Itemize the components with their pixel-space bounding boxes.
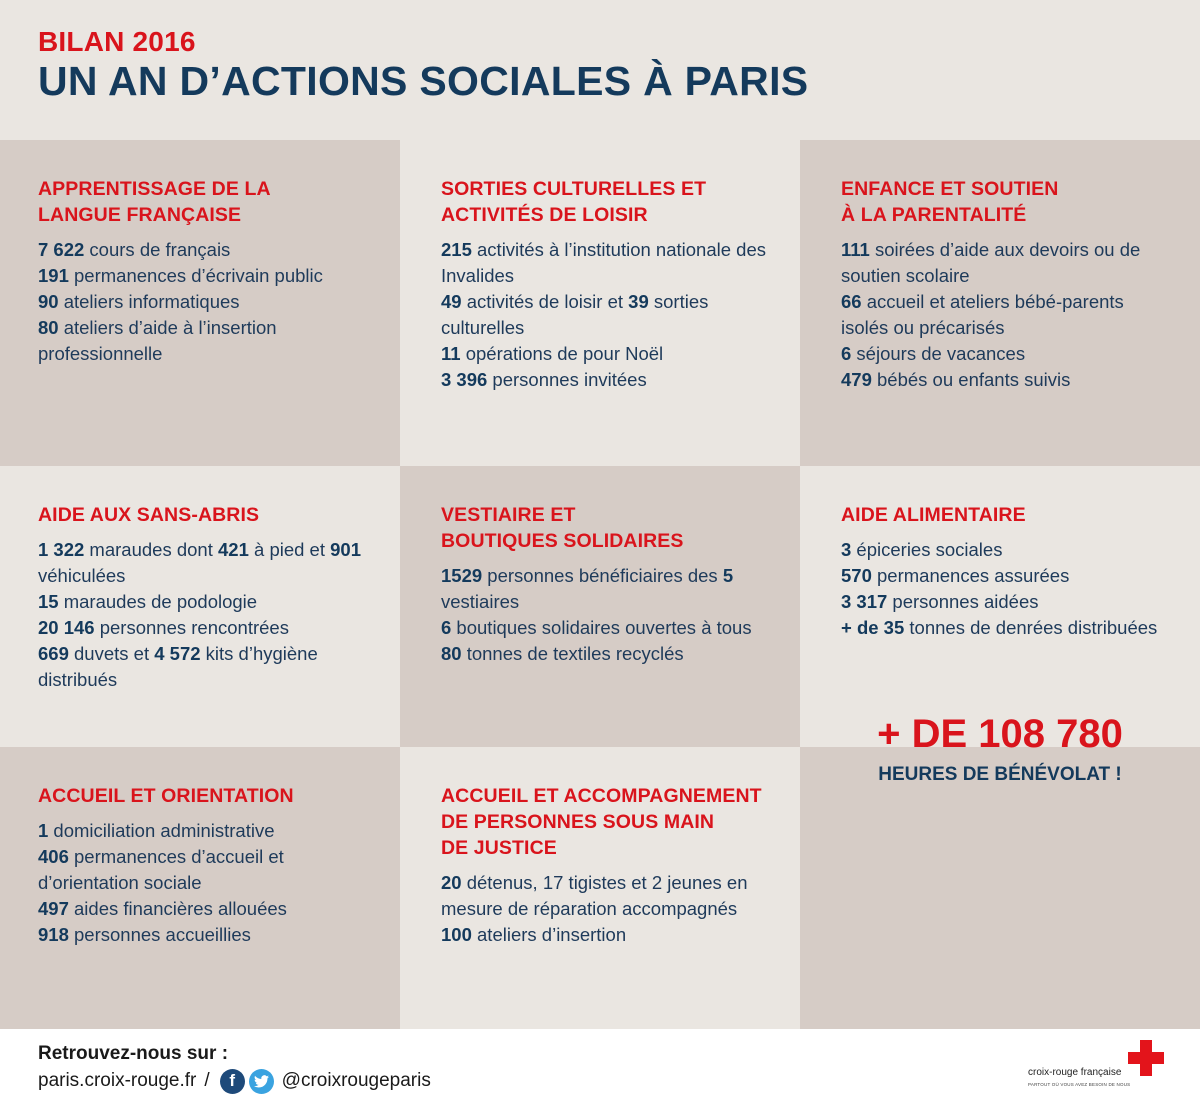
stat-text: personnes invitées (487, 369, 647, 390)
stat-text: à pied et (248, 539, 331, 560)
stat-number: + de 35 (841, 617, 905, 638)
stat-text: opérations de pour Noël (460, 343, 664, 364)
logo-name: croix-rouge française (1028, 1067, 1122, 1078)
stat-item (441, 870, 776, 922)
stat-number: 5 (722, 565, 734, 586)
stat-item (441, 922, 776, 948)
stat-item (38, 641, 376, 693)
section-items (841, 237, 1176, 393)
stat-text: soirées d’aide aux devoirs ou de soutien scolaire (841, 239, 1141, 286)
stat-number: 669 (38, 643, 69, 664)
stat-number: 215 (441, 239, 472, 260)
stat-number: 49 (441, 291, 462, 312)
stat-number: 6 (441, 617, 452, 638)
section-french-language (0, 140, 400, 466)
stat-item (38, 844, 376, 896)
stat-number: 191 (38, 265, 69, 286)
stat-text: épiceries sociales (851, 539, 1003, 560)
footer-links (38, 1068, 431, 1094)
social-handle-link[interactable]: @croixrougeparis (281, 1070, 431, 1091)
stat-number: 100 (441, 924, 472, 945)
section-items (38, 537, 376, 693)
stat-number: 80 (441, 643, 462, 664)
stat-number: 15 (38, 591, 59, 612)
section-justice-support (400, 747, 800, 1029)
stat-number: 3 (841, 539, 852, 560)
section-items (38, 818, 376, 948)
stat-item (841, 537, 1176, 563)
stat-text: duvets et (68, 643, 155, 664)
section-title: SORTIES CULTURELLES ET ACTIVITÉS DE LOISIR (441, 178, 707, 226)
stat-number: 111 (841, 239, 870, 260)
stat-text: véhiculées (38, 565, 126, 586)
page-title: UN AN D’ACTIONS SOCIALES À PARIS (38, 58, 809, 104)
stat-number: 901 (330, 539, 362, 560)
stat-item (38, 537, 376, 589)
stat-number: 497 (38, 898, 69, 919)
stat-number: 66 (841, 291, 862, 312)
stat-item (841, 289, 1176, 341)
stat-number: 4 572 (154, 643, 201, 664)
stat-number: 11 (441, 343, 461, 364)
stat-item (441, 367, 776, 393)
stat-text: tonnes de textiles recyclés (461, 643, 684, 664)
header (0, 0, 1200, 140)
stat-text: boutiques solidaires ouvertes à tous (451, 617, 752, 638)
stat-item (38, 615, 376, 641)
volunteer-hours-highlight (800, 607, 1200, 889)
stat-number: 479 (841, 369, 872, 390)
stat-number: 1 322 (38, 539, 85, 560)
stat-text: aides financières allouées (68, 898, 287, 919)
link-separator: / (204, 1070, 210, 1091)
stat-item (441, 641, 776, 667)
section-title: VESTIAIRE ET BOUTIQUES SOLIDAIRES (441, 504, 684, 552)
website-link[interactable]: paris.croix-rouge.fr (38, 1070, 197, 1091)
stat-number: 918 (38, 924, 69, 945)
stat-text: personnes aidées (887, 591, 1039, 612)
stat-item (441, 237, 776, 289)
croix-rouge-logo (1028, 1040, 1168, 1090)
section-homeless-aid (0, 466, 400, 747)
stat-text: accueil et ateliers bébé-parents isolés ou précarisés (841, 291, 1124, 338)
stat-text: ateliers informatiques (58, 291, 240, 312)
stat-text: activités à l’institution nationale des Invalides (441, 239, 766, 286)
stat-text: tonnes de denrées distribuées (904, 617, 1158, 638)
actions-grid (0, 140, 1200, 1029)
stat-number: 3 317 (841, 591, 888, 612)
stat-item (38, 896, 376, 922)
stat-item (38, 289, 376, 315)
stat-number: 1 (38, 820, 49, 841)
stat-text: maraudes dont (84, 539, 218, 560)
section-items (38, 237, 376, 367)
stat-text: permanences d’écrivain public (68, 265, 323, 286)
stat-item (38, 263, 376, 289)
stat-item (841, 563, 1176, 589)
report-kicker: BILAN 2016 (38, 26, 196, 57)
section-clothing-shops (400, 466, 800, 747)
section-items (441, 563, 776, 667)
stat-text: maraudes de podologie (58, 591, 258, 612)
stat-text: permanences assurées (871, 565, 1070, 586)
stat-number: 20 146 (38, 617, 95, 638)
stat-number: 6 (841, 343, 852, 364)
footer (0, 1029, 1200, 1101)
stat-text: domiciliation administrative (48, 820, 275, 841)
stat-number: 406 (38, 846, 69, 867)
stat-text: ateliers d’aide à l’insertion professionnelle (38, 317, 277, 364)
volunteer-hours-number: + DE 108 780 (877, 712, 1123, 756)
red-cross-icon (1128, 1040, 1164, 1076)
stat-item (441, 563, 776, 615)
stat-number: 39 (628, 291, 649, 312)
stat-text: kits d’hygiène distribués (38, 643, 318, 690)
twitter-icon[interactable] (249, 1069, 274, 1094)
stat-item (38, 818, 376, 844)
stat-text: ateliers d’insertion (471, 924, 627, 945)
stat-number: 1529 (441, 565, 483, 586)
find-us-label: Retrouvez-nous sur : (38, 1043, 229, 1064)
section-childhood-parenting (800, 140, 1200, 466)
stat-item (38, 589, 376, 615)
facebook-icon[interactable]: f (220, 1069, 245, 1094)
stat-text: personnes bénéficiaires des (482, 565, 723, 586)
stat-item (441, 289, 776, 341)
logo-tagline: PARTOUT OÙ VOUS AVEZ BESOIN DE NOUS (1028, 1082, 1131, 1087)
stat-item (841, 341, 1176, 367)
stat-number: 7 622 (38, 239, 85, 260)
stat-text: vestiaires (441, 591, 520, 612)
stat-text: détenus, 17 tigistes et 2 jeunes en mesure de réparation accompagnés (441, 872, 748, 919)
section-title: AIDE AUX SANS-ABRIS (38, 504, 260, 526)
twitter-bird-icon (254, 1075, 269, 1088)
stat-text: cours de français (84, 239, 231, 260)
stat-number: 421 (218, 539, 249, 560)
stat-item (38, 922, 376, 948)
section-title: APPRENTISSAGE DE LA LANGUE FRANÇAISE (38, 178, 271, 226)
stat-number: 570 (841, 565, 872, 586)
stat-item (841, 237, 1176, 289)
section-title: ACCUEIL ET ORIENTATION (38, 785, 294, 807)
stat-text: activités de loisir et (461, 291, 629, 312)
volunteer-hours-label: HEURES DE BÉNÉVOLAT ! (878, 764, 1122, 785)
stat-text: permanences d’accueil et d’orientation sociale (38, 846, 284, 893)
stat-number: 90 (38, 291, 59, 312)
stat-number: 80 (38, 317, 59, 338)
stat-item (38, 237, 376, 263)
stat-item (441, 341, 776, 367)
section-items (441, 237, 776, 393)
section-title: AIDE ALIMENTAIRE (841, 504, 1026, 526)
section-items (441, 870, 776, 948)
section-title: ACCUEIL ET ACCOMPAGNEMENT DE PERSONNES SOUS MAIN DE JUSTICE (441, 785, 762, 859)
stat-text: bébés ou enfants suivis (871, 369, 1071, 390)
stat-number: 20 (441, 872, 462, 893)
stat-item (841, 367, 1176, 393)
section-title: ENFANCE ET SOUTIEN À LA PARENTALITÉ (841, 178, 1059, 226)
stat-text: personnes accueillies (68, 924, 251, 945)
stat-text: sorties culturelles (441, 291, 709, 338)
stat-item (441, 615, 776, 641)
stat-text: personnes rencontrées (94, 617, 289, 638)
section-reception-orientation (0, 747, 400, 1029)
section-cultural-outings (400, 140, 800, 466)
stat-item (38, 315, 376, 367)
stat-number: 3 396 (441, 369, 488, 390)
stat-text: séjours de vacances (851, 343, 1026, 364)
